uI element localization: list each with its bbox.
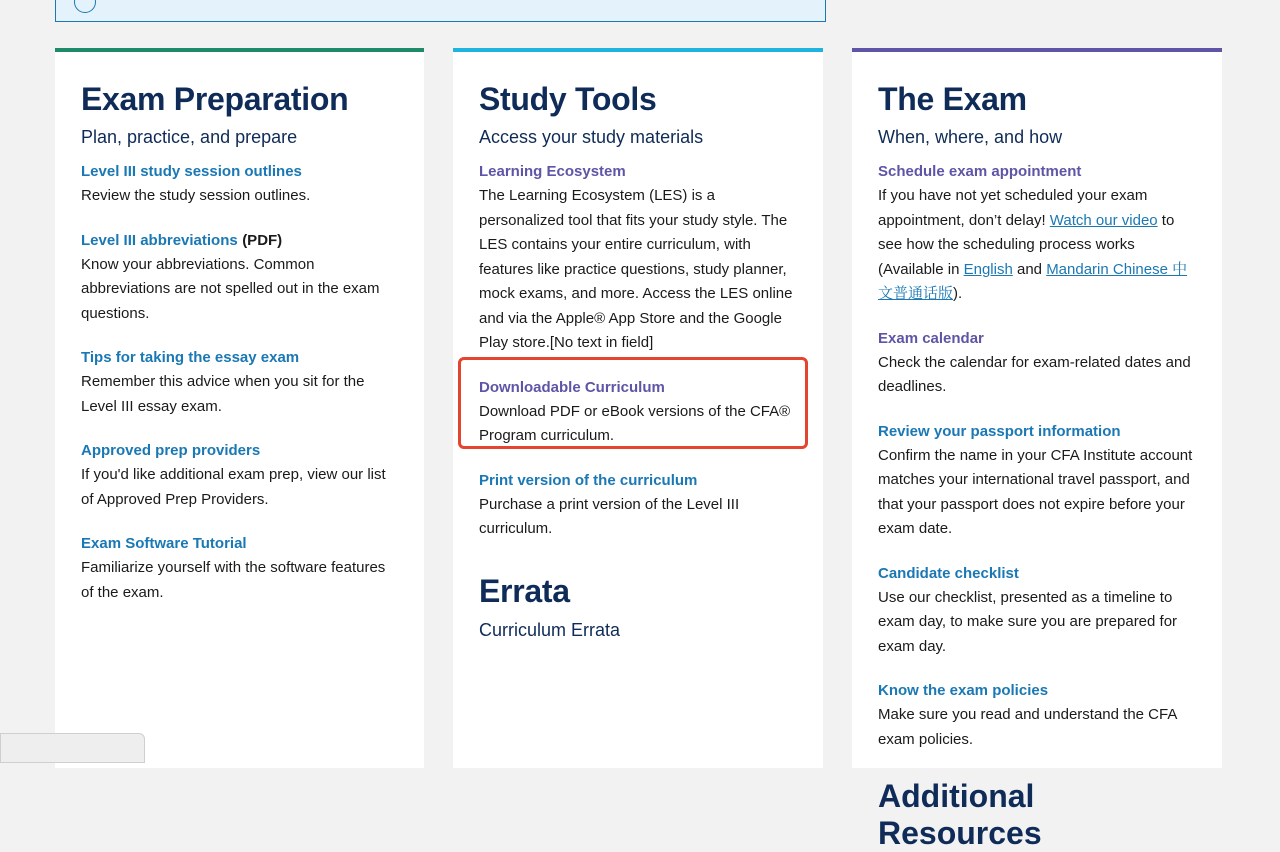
list-item — [878, 679, 1196, 752]
errata-title: Errata — [479, 572, 570, 609]
card-title: The Exam — [878, 81, 1027, 117]
bottom-left-tab[interactable] — [0, 733, 145, 763]
additional-resources-title: Additional Resources — [878, 778, 1042, 851]
list-item — [878, 327, 1196, 400]
essay-tips-link[interactable]: Tips for taking the essay exam — [81, 349, 300, 366]
list-item — [81, 160, 398, 209]
list-item — [878, 562, 1196, 660]
list-item — [81, 346, 398, 419]
list-item — [479, 469, 797, 542]
passport-info-link[interactable]: Review your passport information — [878, 422, 1121, 440]
list-item — [81, 532, 398, 605]
schedule-exam-link[interactable]: Schedule exam appointment — [878, 163, 1082, 180]
item-description: Remember this advice when you sit for the Level III essay exam. — [81, 373, 365, 415]
item-description: The Learning Ecosystem (LES) is a personalized tool that fits your study style. The LES contains your entire curriculum, with features like practice questions, study planner, mock exams, and more. Access the LES online and via the Apple® App Store and the Google Play store.[No text in field] — [479, 187, 793, 351]
english-link[interactable]: English — [963, 260, 1013, 278]
pdf-label: (PDF) — [242, 231, 283, 249]
item-description: If you'd like additional exam prep, view our list of Approved Prep Providers. — [81, 466, 386, 508]
item-description — [878, 184, 1196, 307]
card-exam-preparation — [55, 48, 424, 768]
curriculum-errata-link[interactable]: Curriculum Errata — [479, 619, 621, 640]
list-item — [878, 160, 1196, 307]
desc-text: to see how the scheduling process works (Available in — [878, 211, 1175, 278]
item-description: Review the study session outlines. — [81, 187, 311, 204]
list-item — [81, 439, 398, 512]
watch-video-link[interactable]: Watch our video — [1049, 211, 1158, 229]
card-title: Study Tools — [479, 81, 657, 117]
item-description: Download PDF or eBook versions of the CFA® Program curriculum. — [479, 402, 791, 444]
study-session-outlines-link[interactable]: Level III study session outlines — [81, 163, 302, 180]
info-banner — [55, 0, 826, 22]
list-item — [479, 376, 797, 449]
list-item — [479, 160, 797, 356]
card-study-tools — [453, 48, 823, 768]
item-description: Purchase a print version of the Level III curriculum. — [479, 495, 740, 537]
info-icon — [74, 0, 96, 13]
exam-software-tutorial-link[interactable]: Exam Software Tutorial — [81, 535, 247, 552]
card-subtitle: Access your study materials — [479, 127, 704, 147]
item-description: Know your abbreviations. Common abbreviations are not spelled out in the exam questions. — [81, 255, 380, 322]
card-the-exam — [852, 48, 1222, 851]
exam-calendar-link[interactable]: Exam calendar — [878, 329, 984, 347]
desc-text: ). — [953, 285, 963, 302]
approved-prep-providers-link[interactable]: Approved prep providers — [81, 442, 261, 459]
item-description: Make sure you read and understand the CFA exam policies. — [878, 706, 1177, 748]
list-item — [878, 420, 1196, 542]
desc-text: If you have not yet scheduled your exam appointment, don’t delay! — [878, 187, 1148, 229]
candidate-checklist-link[interactable]: Candidate checklist — [878, 564, 1019, 582]
downloadable-curriculum-link[interactable]: Downloadable Curriculum — [479, 378, 665, 396]
item-description: Confirm the name in your CFA Institute account matches your international travel passport, and that your passport does not expire before your exam date. — [878, 446, 1193, 537]
desc-text: and — [1012, 260, 1047, 278]
list-item — [81, 229, 398, 327]
abbreviations-link[interactable]: Level III abbreviations — [81, 231, 238, 249]
mandarin-link[interactable]: Mandarin Chinese 中文普通话版 — [878, 260, 1188, 302]
print-curriculum-link[interactable]: Print version of the curriculum — [479, 471, 698, 489]
learning-ecosystem-link[interactable]: Learning Ecosystem — [479, 163, 626, 180]
item-description: Check the calendar for exam-related dates and deadlines. — [878, 353, 1191, 395]
card-title: Exam Preparation — [81, 81, 349, 117]
item-description: Use our checklist, presented as a timeline to exam day, to make sure you are prepared for exam day. — [878, 588, 1178, 655]
exam-policies-link[interactable]: Know the exam policies — [878, 682, 1049, 699]
card-subtitle: When, where, and how — [878, 127, 1063, 147]
item-description: Familiarize yourself with the software features of the exam. — [81, 559, 386, 601]
card-subtitle: Plan, practice, and prepare — [81, 127, 298, 147]
